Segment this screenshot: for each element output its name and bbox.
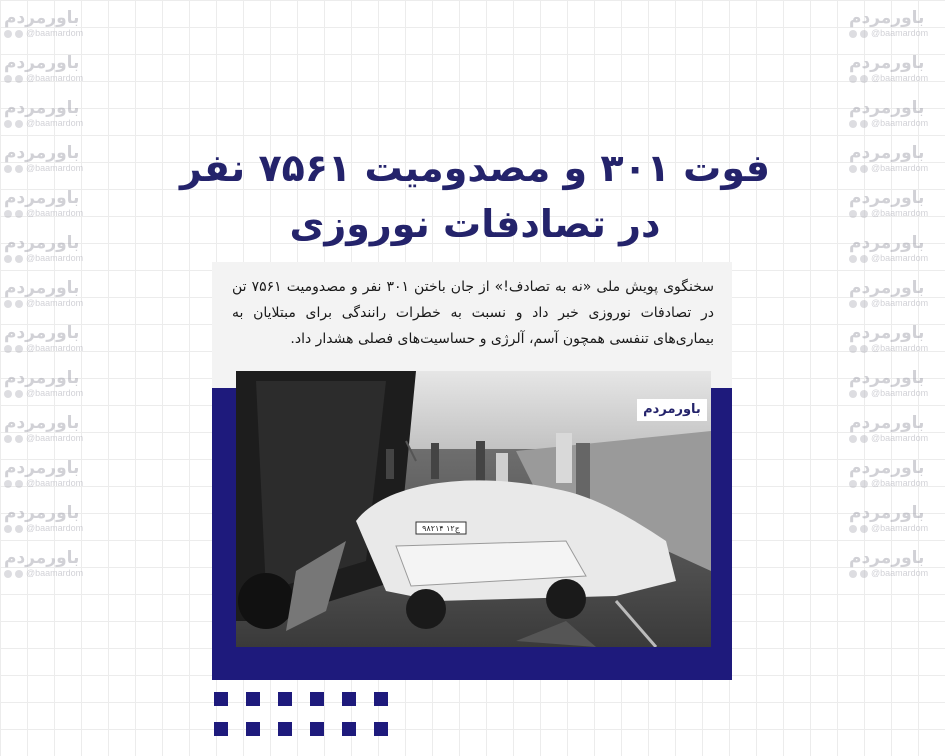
watermark-handle: [849, 433, 941, 444]
instagram-icon: [849, 210, 857, 218]
watermark-logo-text: باورمردم: [849, 458, 925, 478]
watermark-handle-text: @baamardom: [26, 433, 84, 443]
instagram-icon: [849, 480, 857, 488]
watermark-logo: [849, 323, 941, 354]
watermark-handle: [849, 73, 941, 84]
watermark-handle: [4, 163, 96, 174]
watermark-logo-text: باورمردم: [4, 323, 80, 343]
instagram-icon: [849, 435, 857, 443]
instagram-icon: [4, 570, 12, 578]
watermark-logo-text: باورمردم: [849, 98, 925, 118]
watermark-handle-text: @baamardom: [26, 163, 84, 173]
watermark-handle: [849, 523, 941, 534]
decor-dot: [246, 692, 260, 706]
watermark-handle: [4, 388, 96, 399]
telegram-icon: [15, 390, 23, 398]
watermark-logo-text: باورمردم: [4, 368, 80, 388]
watermark-logo: [849, 53, 941, 84]
watermark-handle: [849, 478, 941, 489]
headline-line-1: فوت ۳۰۱ و مصدومیت ۷۵۶۱ نفر: [179, 146, 771, 190]
instagram-icon: [849, 390, 857, 398]
watermark-logo-text: باورمردم: [4, 548, 80, 568]
watermark-handle-text: @baamardom: [871, 253, 929, 263]
watermark-handle: [4, 478, 96, 489]
telegram-icon: [860, 570, 868, 578]
watermark-logo: [4, 458, 96, 489]
instagram-icon: [4, 390, 12, 398]
watermark-handle-text: @baamardom: [871, 163, 929, 173]
decorative-dot-grid: [214, 692, 394, 736]
watermark-column-right: [849, 8, 941, 579]
instagram-icon: [4, 435, 12, 443]
watermark-handle-text: @baamardom: [871, 568, 929, 578]
watermark-handle: [849, 568, 941, 579]
watermark-logo: [4, 98, 96, 129]
decor-dot: [278, 722, 292, 736]
telegram-icon: [15, 345, 23, 353]
instagram-icon: [849, 345, 857, 353]
telegram-icon: [15, 525, 23, 533]
watermark-logo-text: باورمردم: [849, 548, 925, 568]
watermark-handle-text: @baamardom: [871, 343, 929, 353]
watermark-logo: [849, 98, 941, 129]
watermark-handle: [849, 343, 941, 354]
watermark-logo: [849, 503, 941, 534]
watermark-logo-text: باورمردم: [849, 53, 925, 73]
decor-dot: [374, 692, 388, 706]
instagram-icon: [4, 480, 12, 488]
watermark-handle: [4, 28, 96, 39]
watermark-logo: [4, 53, 96, 84]
instagram-icon: [849, 255, 857, 263]
watermark-logo-text: باورمردم: [849, 503, 925, 523]
watermark-logo: [849, 368, 941, 399]
telegram-icon: [15, 210, 23, 218]
watermark-logo: [4, 188, 96, 219]
watermark-handle: [4, 253, 96, 264]
watermark-logo: [849, 143, 941, 174]
telegram-icon: [860, 435, 868, 443]
instagram-icon: [849, 525, 857, 533]
watermark-logo-text: باورمردم: [849, 188, 925, 208]
watermark-logo-text: باورمردم: [4, 8, 80, 28]
instagram-icon: [4, 120, 12, 128]
photo-brand-logo: باورمردم: [637, 399, 707, 421]
watermark-logo: [849, 278, 941, 309]
telegram-icon: [860, 210, 868, 218]
watermark-logo-text: باورمردم: [849, 413, 925, 433]
news-body-text: سخنگوی پویش ملی «نه به تصادف!» از جان باختن ۳۰۱ نفر و مصدومیت ۷۵۶۱ تن در تصادفات نوروزی خبر داد و نسبت به خطرات رانندگی برای مبتلایان به بیماری‌های تنفسی همچون آسم، آلرژی و حساسیت‌های فصلی هشدار داد.: [232, 279, 715, 347]
watermark-logo: [4, 503, 96, 534]
decor-dot: [246, 722, 260, 736]
telegram-icon: [15, 435, 23, 443]
watermark-logo-text: باورمردم: [4, 278, 80, 298]
decor-dot: [214, 722, 228, 736]
watermark-logo: [4, 8, 96, 39]
instagram-icon: [849, 120, 857, 128]
watermark-logo-text: باورمردم: [4, 503, 80, 523]
watermark-handle: [849, 118, 941, 129]
watermark-handle: [4, 523, 96, 534]
instagram-icon: [4, 525, 12, 533]
watermark-logo-text: باورمردم: [849, 8, 925, 28]
decor-dot: [374, 722, 388, 736]
decor-dot: [342, 722, 356, 736]
instagram-icon: [4, 300, 12, 308]
watermark-logo: [4, 143, 96, 174]
instagram-icon: [849, 30, 857, 38]
watermark-logo: [4, 368, 96, 399]
instagram-icon: [4, 30, 12, 38]
watermark-handle-text: @baamardom: [26, 298, 84, 308]
watermark-logo-text: باورمردم: [4, 98, 80, 118]
watermark-handle-text: @baamardom: [26, 388, 84, 398]
telegram-icon: [860, 390, 868, 398]
watermark-handle: [4, 298, 96, 309]
telegram-icon: [15, 75, 23, 83]
watermark-handle: [4, 568, 96, 579]
telegram-icon: [15, 300, 23, 308]
watermark-logo: [4, 233, 96, 264]
decor-dot: [310, 692, 324, 706]
watermark-logo-text: باورمردم: [849, 143, 925, 163]
watermark-logo-text: باورمردم: [4, 188, 80, 208]
telegram-icon: [15, 165, 23, 173]
watermark-handle-text: @baamardom: [871, 478, 929, 488]
watermark-handle: [849, 163, 941, 174]
watermark-handle: [849, 388, 941, 399]
instagram-icon: [849, 75, 857, 83]
watermark-logo-text: باورمردم: [4, 233, 80, 253]
instagram-icon: [4, 345, 12, 353]
decor-dot: [278, 692, 292, 706]
watermark-handle-text: @baamardom: [871, 28, 929, 38]
telegram-icon: [860, 165, 868, 173]
watermark-handle-text: @baamardom: [26, 208, 84, 218]
watermark-logo-text: باورمردم: [849, 233, 925, 253]
headline: [150, 140, 800, 252]
watermark-handle-text: @baamardom: [871, 118, 929, 128]
telegram-icon: [15, 255, 23, 263]
decor-dot: [310, 722, 324, 736]
accident-photo: [236, 371, 711, 647]
watermark-logo-text: باورمردم: [4, 413, 80, 433]
telegram-icon: [15, 480, 23, 488]
watermark-handle-text: @baamardom: [26, 28, 84, 38]
telegram-icon: [860, 525, 868, 533]
instagram-icon: [4, 255, 12, 263]
decor-dot: [214, 692, 228, 706]
instagram-icon: [849, 570, 857, 578]
watermark-handle-text: @baamardom: [871, 73, 929, 83]
watermark-handle: [4, 73, 96, 84]
watermark-logo: [4, 278, 96, 309]
watermark-logo: [4, 413, 96, 444]
instagram-icon: [4, 165, 12, 173]
watermark-logo-text: باورمردم: [4, 143, 80, 163]
instagram-icon: [4, 210, 12, 218]
telegram-icon: [860, 255, 868, 263]
watermark-handle-text: @baamardom: [26, 343, 84, 353]
watermark-logo-text: باورمردم: [849, 368, 925, 388]
telegram-icon: [860, 30, 868, 38]
watermark-handle: [849, 28, 941, 39]
watermark-handle-text: @baamardom: [871, 298, 929, 308]
watermark-handle: [849, 208, 941, 219]
telegram-icon: [860, 345, 868, 353]
telegram-icon: [860, 300, 868, 308]
instagram-icon: [849, 300, 857, 308]
telegram-icon: [15, 120, 23, 128]
watermark-logo-text: باورمردم: [4, 53, 80, 73]
instagram-icon: [4, 75, 12, 83]
telegram-icon: [860, 120, 868, 128]
telegram-icon: [15, 570, 23, 578]
watermark-handle-text: @baamardom: [871, 433, 929, 443]
watermark-handle-text: @baamardom: [26, 478, 84, 488]
watermark-logo-text: باورمردم: [849, 278, 925, 298]
watermark-logo: [849, 188, 941, 219]
watermark-handle-text: @baamardom: [871, 523, 929, 533]
watermark-handle: [4, 343, 96, 354]
telegram-icon: [860, 75, 868, 83]
watermark-handle-text: @baamardom: [26, 118, 84, 128]
watermark-logo: [849, 413, 941, 444]
watermark-handle-text: @baamardom: [26, 73, 84, 83]
watermark-column-left: [4, 8, 96, 579]
watermark-handle: [4, 208, 96, 219]
telegram-icon: [15, 30, 23, 38]
watermark-logo: [849, 548, 941, 579]
watermark-handle: [4, 433, 96, 444]
watermark-logo: [849, 458, 941, 489]
watermark-logo: [4, 323, 96, 354]
watermark-handle-text: @baamardom: [26, 568, 84, 578]
watermark-handle: [849, 253, 941, 264]
watermark-handle-text: @baamardom: [26, 523, 84, 533]
watermark-logo: [4, 548, 96, 579]
watermark-handle-text: @baamardom: [871, 388, 929, 398]
headline-line-2: در تصادفات نوروزی: [289, 202, 661, 246]
watermark-logo: [849, 233, 941, 264]
instagram-icon: [849, 165, 857, 173]
watermark-handle: [4, 118, 96, 129]
watermark-handle-text: @baamardom: [871, 208, 929, 218]
watermark-logo: [849, 8, 941, 39]
telegram-icon: [860, 480, 868, 488]
decor-dot: [342, 692, 356, 706]
watermark-handle: [849, 298, 941, 309]
watermark-logo-text: باورمردم: [849, 323, 925, 343]
license-plate-text: ۹۸۲ج۱۲ ۱۴: [422, 524, 460, 533]
watermark-handle-text: @baamardom: [26, 253, 84, 263]
watermark-logo-text: باورمردم: [4, 458, 80, 478]
